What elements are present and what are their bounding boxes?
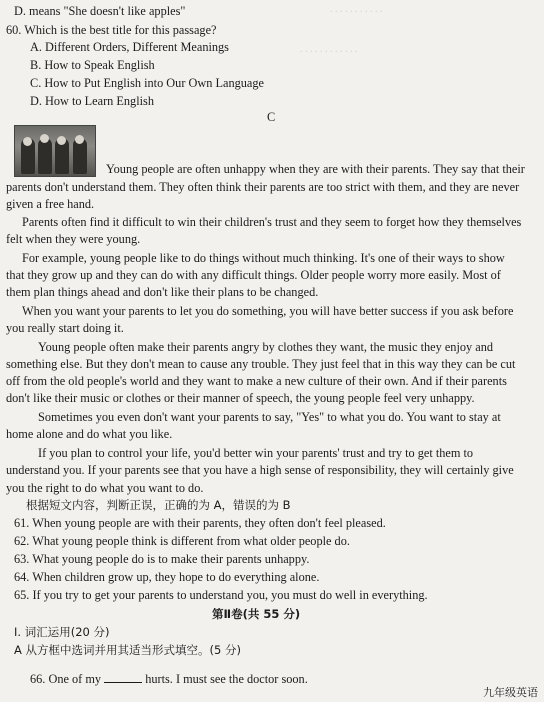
tf-question: 62. What young people think is different from what older people do.: [14, 534, 350, 548]
passage-line: Parents often find it difficult to win their children's trust and they seem to forget how they themselves: [22, 215, 522, 229]
passage-letter: C: [267, 110, 276, 124]
tf-question: 65. If you try to get your parents to understand you, you must do well in everything.: [14, 588, 428, 602]
q60-question: 60. Which is the best title for this passage?: [6, 23, 217, 37]
passage-line: you the right to do what you want to do.: [6, 481, 204, 495]
passage-line: When you want your parents to let you do something, you will have better success if you ask before: [22, 304, 514, 318]
part-a-instruction: A 从方框中选词并用其适当形式填空。(5 分): [14, 643, 241, 657]
q60-option-c: C. How to Put English into Our Own Language: [30, 76, 264, 90]
passage-line: them plan things ahead and don't like their plans to be changed.: [6, 285, 319, 299]
q66-line: [30, 671, 308, 687]
passage-line: felt when they were young.: [6, 232, 141, 246]
q66-text-before: 66. One of my: [30, 672, 102, 686]
tf-question: 63. What young people do is to make their parents unhappy.: [14, 552, 310, 566]
passage-line: For example, young people like to do things without much thinking. It's one of their ways to show: [22, 251, 505, 265]
passage-line: If you plan to control your life, you'd better win your parents' trust and try to get them to: [38, 446, 474, 460]
passage-line: off from the old people's world and they want to make a new culture of their own. And if their parents: [6, 374, 507, 388]
tf-question: 64. When children grow up, they hope to do everything alone.: [14, 570, 320, 584]
passage-line: something else. But they don't mean to cause any trouble. They just feel that in this way they can be cut: [6, 357, 516, 371]
passage-line: parents don't understand them. They often think their parents are too strict with them, and they are never: [6, 180, 520, 194]
q60-option-a: A. Different Orders, Different Meanings: [30, 40, 229, 54]
passage-line: understand you. If your parents see that you have a high sense of responsibility, they will certainly give: [6, 463, 514, 477]
q60-option-d: D. How to Learn English: [30, 94, 154, 108]
passage-line: don't like their music or clothes or their manner of speech, the young people feel very unhappy.: [6, 391, 475, 405]
part-title: Ⅰ. 词汇运用(20 分): [14, 625, 110, 639]
bleed-through-text: . . . . . . . . . . . .: [300, 44, 358, 55]
passage-line: given a free hand.: [6, 197, 95, 211]
q59-option-d: D. means "She doesn't like apples": [14, 4, 186, 18]
q66-text-after: hurts. I must see the doctor soon.: [145, 672, 308, 686]
bleed-through-text: . . . . . . . . . . .: [330, 4, 383, 15]
tf-question: 61. When young people are with their parents, they often don't feel pleased.: [14, 516, 386, 530]
passage-line: Young people are often unhappy when they are with their parents. They say that their: [106, 162, 525, 176]
passage-photo: [14, 125, 96, 177]
passage-line: home alone and do what you like.: [6, 427, 173, 441]
passage-line: you really start doing it.: [6, 321, 124, 335]
passage-line: Young people often make their parents angry by clothes they want, the music they enjoy and: [38, 340, 493, 354]
q60-option-b: B. How to Speak English: [30, 58, 155, 72]
passage-line: Sometimes you even don't want your parents to say, "Yes" to what you do. You want to stay at: [38, 410, 501, 424]
q66-answer-blank: [104, 671, 142, 683]
passage-line: that they grow up and they can do with any difficult things. Older people worry more easily. Most of: [6, 268, 501, 282]
section-title: 第Ⅱ卷(共 55 分): [212, 607, 301, 621]
tf-instruction: 根据短文内容，判断正误，正确的为 A，错误的为 B: [26, 498, 291, 512]
page-footer: 九年级英语: [483, 686, 538, 699]
